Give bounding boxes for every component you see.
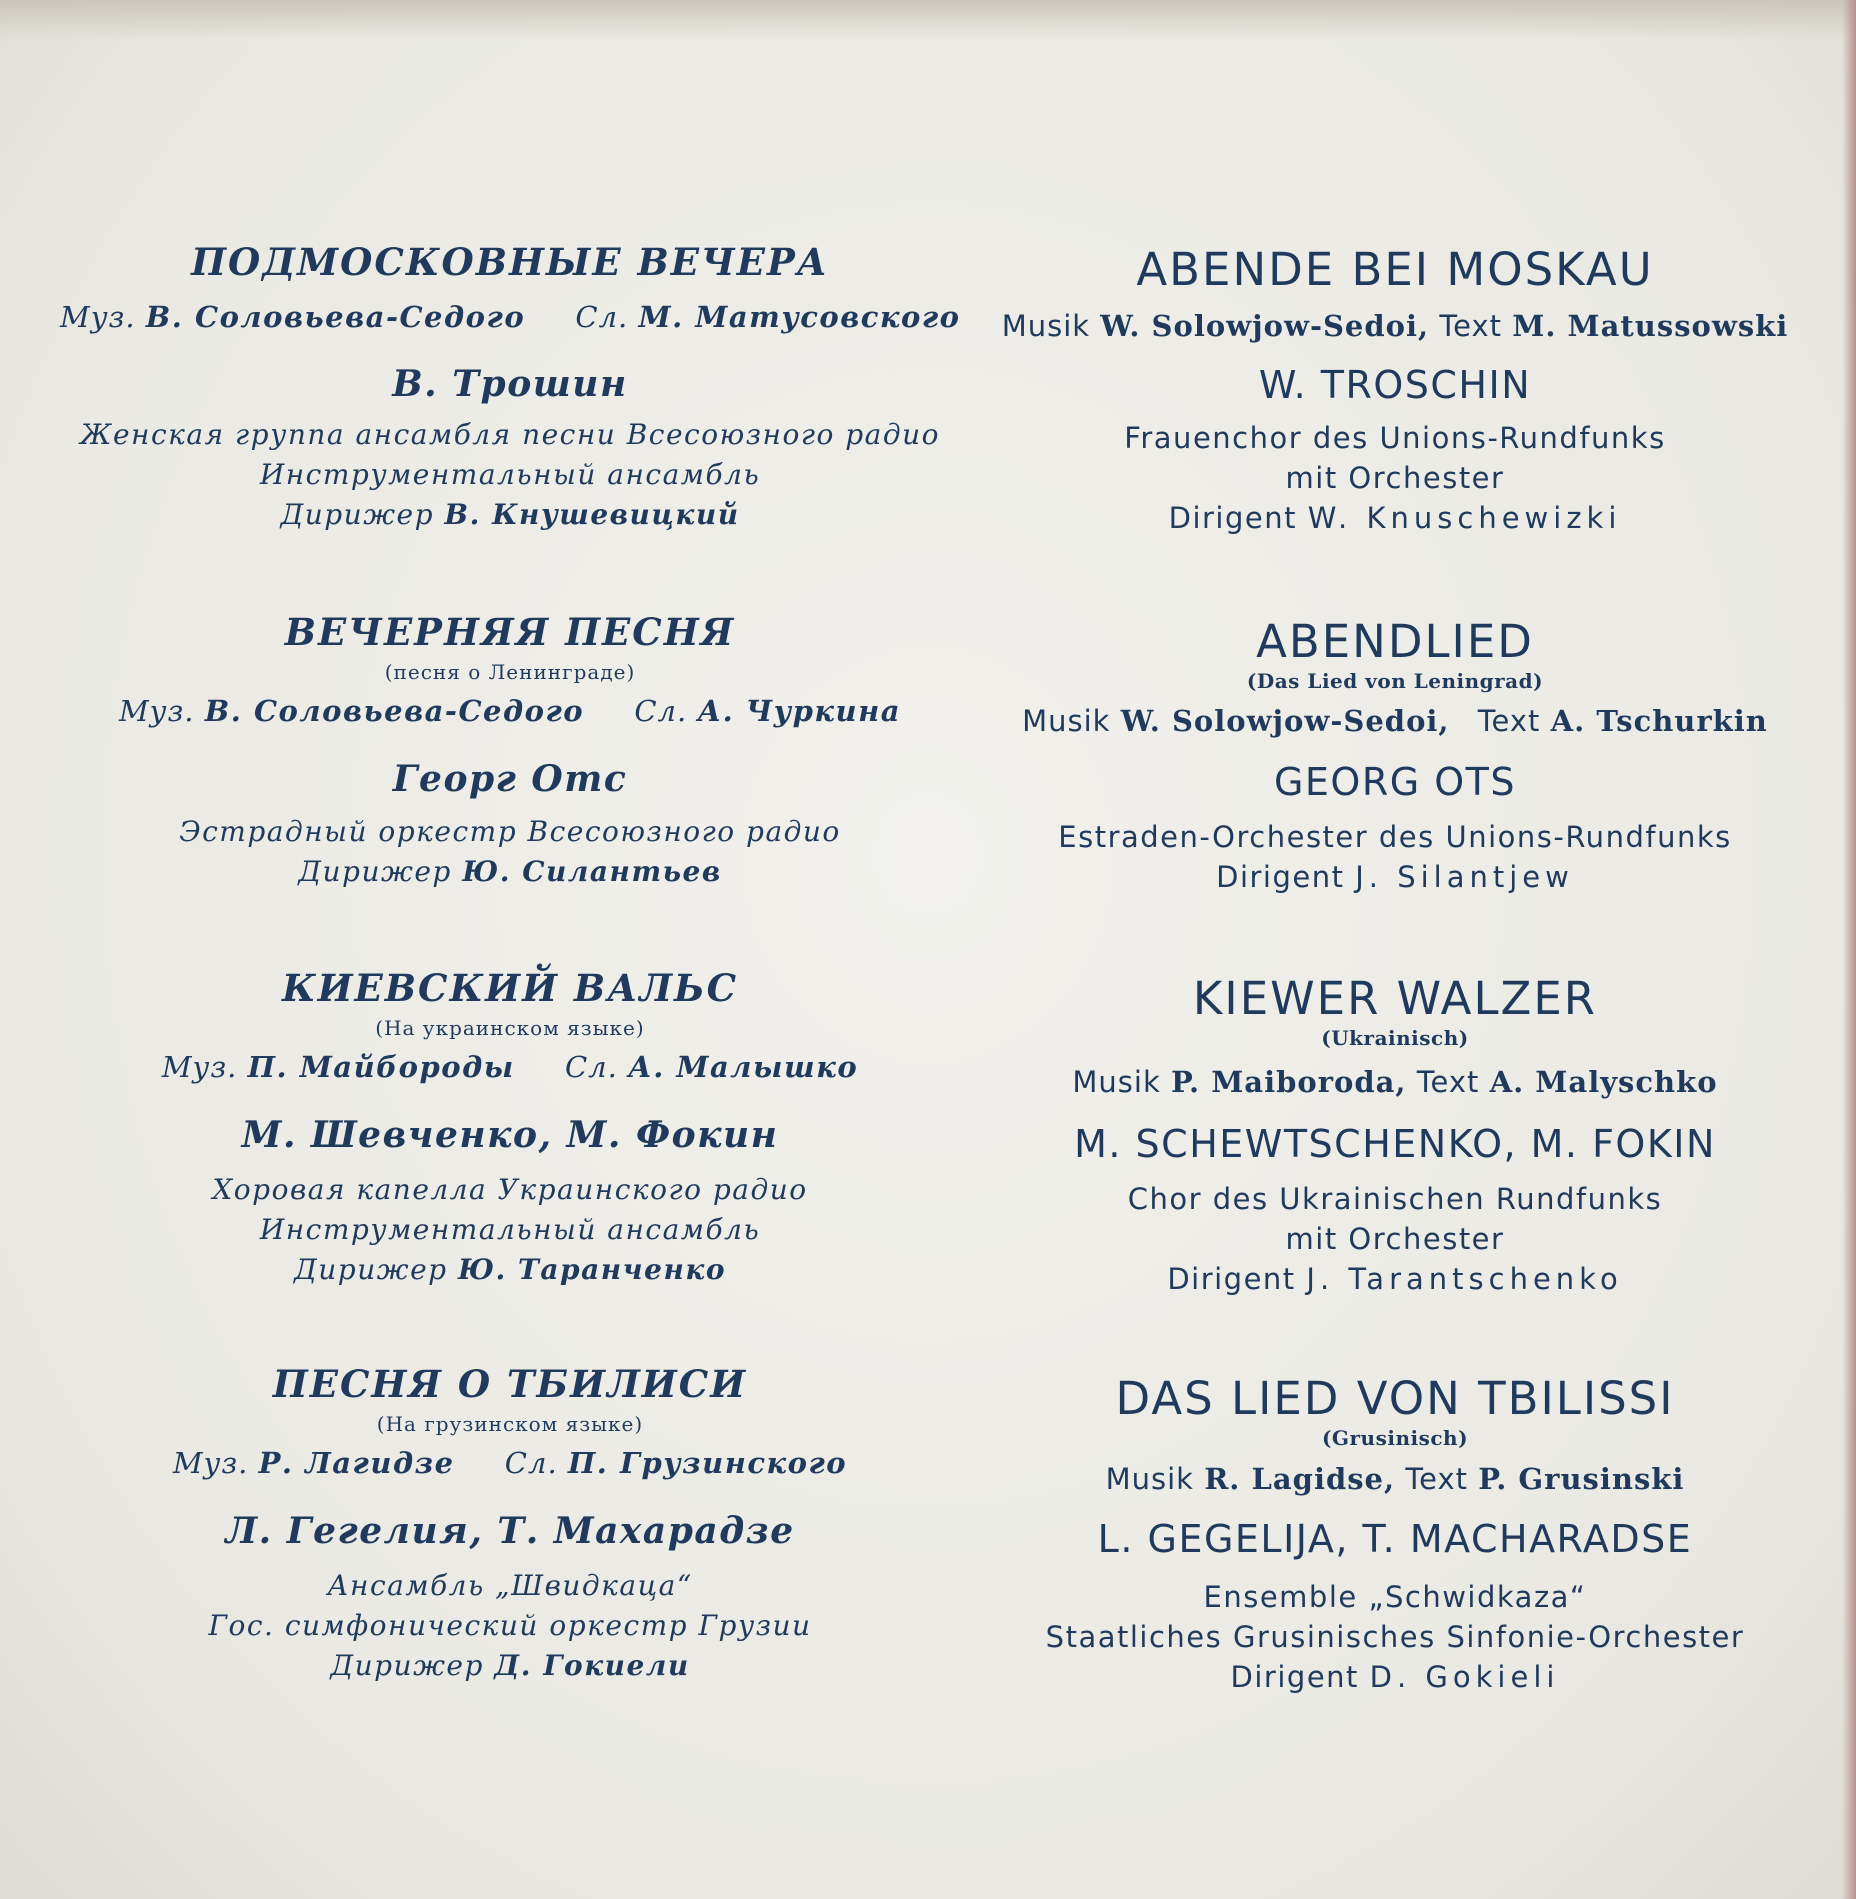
conductor-prefix: Dirigent [1167, 1262, 1296, 1296]
credits-line [975, 309, 1815, 343]
composer: W. Solowjow-Sedoi, [1100, 309, 1430, 343]
performer: Георг Отс [392, 758, 628, 800]
track-title: DAS LIED VON TBILISSI [1115, 1372, 1675, 1425]
ensemble-line: Гос. симфонический оркестр Грузии [208, 1609, 812, 1642]
credits-line [975, 704, 1815, 738]
track-note: (Das Lied von Leningrad) [1246, 669, 1544, 693]
music-prefix: Муз. [60, 300, 136, 334]
ensemble-line: Инструментальный ансамбль [259, 458, 761, 491]
performer: M. SCHEWTSCHENKO, M. FOKIN [1074, 1122, 1716, 1166]
lyrics-prefix: Text [1477, 704, 1541, 738]
track-title: ВЕЧЕРНЯЯ ПЕСНЯ [284, 610, 736, 654]
conductor-prefix: Дирижер [280, 498, 435, 531]
lyricist: M. Matussowski [1512, 309, 1789, 343]
track-note: (песня о Ленинграде) [384, 660, 636, 684]
music-prefix: Musik [1001, 309, 1091, 343]
music-prefix: Муз. [118, 694, 195, 728]
composer: W. Solowjow-Sedoi, [1120, 704, 1450, 738]
ensemble-line: Staatliches Grusinisches Sinfonie-Orchester [1045, 1620, 1745, 1654]
ensemble-line: Frauenchor des Unions-Rundfunks [1124, 421, 1666, 455]
conductor: W. Knuschewizki [1307, 501, 1622, 535]
performer: М. Шевченко, М. Фокин [241, 1114, 779, 1156]
ensemble-line: Estraden-Orchester des Unions-Rundfunks [1058, 820, 1732, 854]
conductor: J. Silantjew [1355, 860, 1574, 894]
lyricist: А. Малышко [628, 1050, 859, 1084]
lyrics-prefix: Сл. [575, 300, 629, 334]
conductor-prefix: Dirigent [1216, 860, 1345, 894]
track-title: ПЕСНЯ О ТБИЛИСИ [272, 1362, 748, 1406]
credits-line [975, 1462, 1815, 1496]
track-title: ABENDLIED [1256, 615, 1534, 668]
ensemble-line: mit Orchester [1285, 461, 1505, 495]
track-title: КИЕВСКИЙ ВАЛЬС [281, 966, 739, 1010]
composer: R. Lagidse, [1204, 1462, 1396, 1496]
music-prefix: Musik [1022, 704, 1111, 738]
ensemble-line: Chor des Ukrainischen Rundfunks [1127, 1182, 1663, 1216]
composer: Р. Лагидзе [258, 1446, 455, 1480]
ensemble-line: Эстрадный оркестр Всесоюзного радио [179, 815, 841, 848]
credits-line [975, 1065, 1815, 1099]
ensemble-line: Ансамбль „Швидкаца“ [327, 1569, 693, 1602]
performer: L. GEGELIJA, T. MACHARADSE [1097, 1517, 1693, 1561]
lyrics-prefix: Text [1439, 309, 1502, 343]
credits-line [60, 1446, 960, 1480]
composer: В. Соловьева-Седого [145, 300, 526, 334]
lyricist: A. Malyschko [1489, 1065, 1718, 1099]
music-prefix: Musik [1105, 1462, 1194, 1496]
track-title: ABENDE BEI MOSKAU [1136, 243, 1654, 296]
ensemble-line: Женская группа ансамбля песни Всесоюзного радио [80, 418, 940, 451]
conductor-line [60, 498, 960, 531]
credits-line [60, 300, 960, 334]
music-prefix: Musik [1072, 1065, 1161, 1099]
track-note: (На грузинском языке) [376, 1412, 644, 1436]
music-prefix: Муз. [172, 1446, 249, 1480]
conductor-line [60, 855, 960, 888]
track-note: (Grusinisch) [1321, 1426, 1469, 1450]
sleeve-right-edge [1842, 0, 1856, 1899]
lyrics-prefix: Text [1405, 1462, 1468, 1496]
conductor-prefix: Dirigent [1168, 501, 1297, 535]
composer: В. Соловьева-Седого [204, 694, 585, 728]
conductor-line [975, 501, 1815, 535]
performer: Л. Гегелия, Т. Махарадзе [225, 1510, 795, 1552]
lyricist: P. Grusinski [1478, 1462, 1685, 1496]
lyricist: A. Tschurkin [1550, 704, 1768, 738]
conductor-prefix: Dirigent [1230, 1660, 1359, 1694]
russian-column [60, 0, 960, 1899]
lyrics-prefix: Сл. [564, 1050, 618, 1084]
lyrics-prefix: Сл. [634, 694, 688, 728]
conductor: В. Кнушевицкий [444, 498, 740, 531]
conductor: Ю. Таранченко [457, 1253, 726, 1286]
track-note: (Ukrainisch) [1321, 1026, 1469, 1050]
track-note: (На украинском языке) [375, 1016, 645, 1040]
conductor: Ю. Силантьев [462, 855, 722, 888]
ensemble-line: Ensemble „Schwidkaza“ [1203, 1580, 1587, 1614]
conductor: D. Gokieli [1369, 1660, 1560, 1694]
lyrics-prefix: Сл. [504, 1446, 558, 1480]
ensemble-line: Инструментальный ансамбль [259, 1213, 761, 1246]
ensemble-line: Хоровая капелла Украинского радио [212, 1173, 808, 1206]
conductor: Д. Гокиели [494, 1649, 690, 1682]
conductor-prefix: Дирижер [330, 1649, 484, 1682]
lyricist: М. Матусовского [638, 300, 961, 334]
conductor-line [60, 1649, 960, 1682]
conductor-prefix: Дирижер [298, 855, 452, 888]
lyrics-prefix: Text [1416, 1065, 1480, 1099]
ensemble-line: mit Orchester [1285, 1222, 1505, 1256]
performer: В. Трошин [392, 363, 628, 405]
conductor-line [975, 1660, 1815, 1694]
track-title: KIEWER WALZER [1192, 972, 1598, 1025]
performer: GEORG OTS [1273, 760, 1517, 804]
credits-line [60, 694, 960, 728]
lyricist: А. Чуркина [697, 694, 902, 728]
lyricist: П. Грузинского [567, 1446, 848, 1480]
conductor-line [60, 1253, 960, 1286]
composer: P. Maiboroda, [1171, 1065, 1407, 1099]
music-prefix: Муз. [161, 1050, 238, 1084]
performer: W. TROSCHIN [1258, 363, 1532, 407]
german-column [975, 0, 1815, 1899]
credits-line [60, 1050, 960, 1084]
conductor-line [975, 1262, 1815, 1296]
track-title: ПОДМОСКОВНЫЕ ВЕЧЕРА [191, 240, 829, 284]
composer: П. Майбороды [247, 1050, 515, 1084]
conductor: J. Tarantschenko [1306, 1262, 1623, 1296]
conductor-prefix: Дирижер [294, 1253, 448, 1286]
conductor-line [975, 860, 1815, 894]
